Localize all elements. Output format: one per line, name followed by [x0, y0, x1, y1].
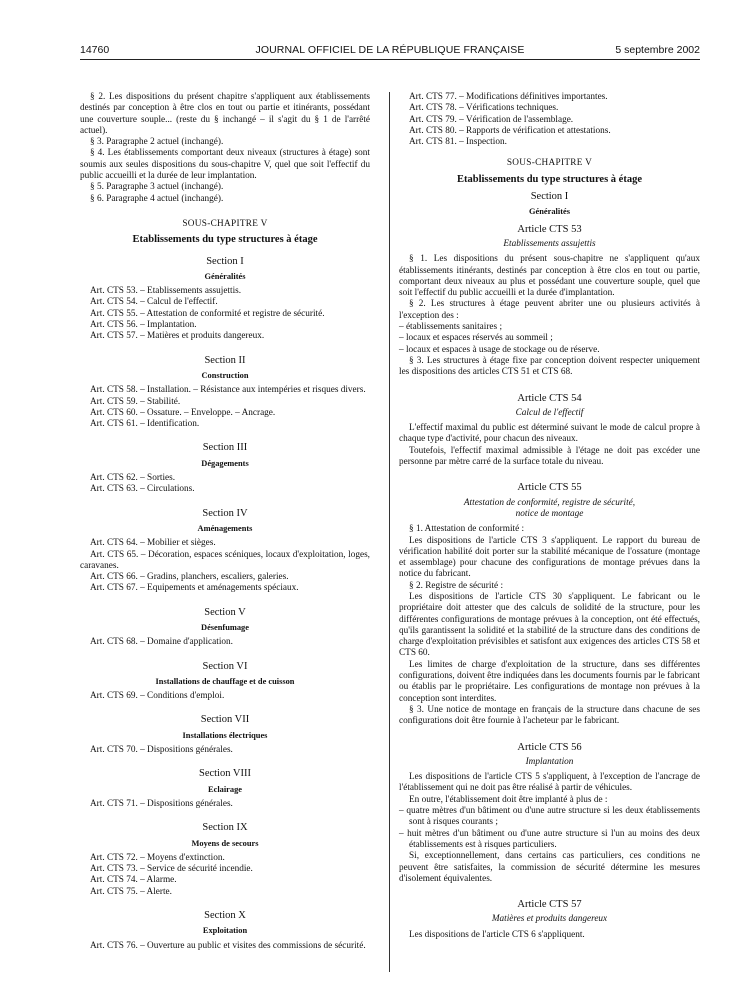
toc-item: Art. CTS 62. – Sorties. — [90, 473, 176, 484]
publication-date: 5 septembre 2002 — [615, 44, 700, 56]
list-item: – quatre mètres d'un bâtiment ou d'une autre structure si les deux établissements sont à risques courants ; — [399, 806, 700, 828]
paragraph: § 5. Paragraphe 3 actuel (inchangé). — [90, 182, 224, 193]
toc-item: Art. CTS 67. – Equipements et aménagements spéciaux. — [90, 583, 299, 594]
paragraph: § 3. Paragraphe 2 actuel (inchangé). — [90, 137, 224, 148]
subchapter-heading: SOUS-CHAPITRE V — [182, 218, 268, 229]
paragraph: § 2. Les dispositions du présent chapitre s'appliquent aux établissements destinés par conception à être clos en tout ou partie et itinérants, possédant une couverture souple... (reste du § inchangé – il s'agit du § 1 de l'arrêté actuel). — [80, 92, 370, 136]
paragraph: Les dispositions de l'article CTS 6 s'appliquent. — [409, 929, 585, 940]
section-name: Généralités — [204, 271, 246, 281]
paragraph: Les limites de charge d'exploitation de la structure, dans ses différentes configurations, doivent être indiquées dans les documents fournis par le fabricant ou établis par le propriétaire. Les configurations de montage non prévues à la conception sont interdites. — [399, 659, 700, 704]
toc-item: Art. CTS 69. – Conditions d'emploi. — [90, 691, 225, 702]
paragraph: Les dispositions de l'article CTS 5 s'appliquent, à l'exception de l'ancrage de l'établissement qui ne doit pas être réalisé à partir de véhicules. — [399, 772, 700, 794]
paragraph: § 1. Les dispositions du présent sous-chapitre ne s'appliquent qu'aux établissements itinérants, destinés par conception à être clos en tout ou partie, comportant deux niveaux au plus et possédant une couverture souple, quel que soit l'effectif du public accueilli et la durée d'implantation. — [399, 254, 700, 299]
toc-item: Art. CTS 75. – Alerte. — [90, 886, 172, 897]
section-name: Généralités — [529, 207, 570, 217]
list-item: – locaux et espaces réservés au sommeil ; — [399, 333, 553, 344]
section-name: Désenfumage — [201, 622, 249, 632]
page-header — [80, 44, 700, 58]
list-item: – établissements sanitaires ; — [399, 322, 503, 333]
article-subtitle: notice de montage — [515, 508, 584, 519]
right-column — [399, 92, 700, 941]
toc-item: Art. CTS 63. – Circulations. — [90, 484, 195, 495]
section-heading: Section II — [204, 354, 246, 366]
section-heading: Section IV — [202, 507, 248, 519]
section-heading: Section I — [530, 191, 569, 203]
paragraph: § 3. Les structures à étage fixe par conception doivent respecter uniquement les dispositions des articles CTS 51 et CTS 68. — [399, 355, 700, 378]
section-heading: Section VIII — [198, 768, 251, 780]
toc-item: Art. CTS 58. – Installation. – Résistance aux intempéries et risques divers. — [90, 385, 366, 396]
toc-item: Art. CTS 65. – Décoration, espaces scéniques, locaux d'exploitation, loges, caravanes. — [80, 549, 370, 571]
section-heading: Section VII — [200, 714, 250, 726]
header-rule — [80, 59, 700, 60]
paragraph: Les dispositions de l'article CTS 3 s'appliquent. Le rapport du bureau de vérification habilité doit porter sur la stabilité mécanique de l'ossature (montage et assemblage) pour chacune des configurations de montage prévues dans la notice du fabricant. — [399, 535, 700, 580]
toc-item: Art. CTS 59. – Stabilité. — [90, 396, 181, 407]
subchapter-title: Etablissements du type structures à étage — [132, 234, 318, 246]
toc-item: Art. CTS 79. – Vérification de l'assemblage. — [409, 114, 574, 125]
section-heading: Section III — [202, 442, 248, 454]
article-heading: Article CTS 56 — [517, 741, 582, 753]
column-divider — [389, 92, 390, 972]
toc-item: Art. CTS 54. – Calcul de l'effectif. — [90, 297, 218, 308]
article-heading: Article CTS 55 — [517, 482, 582, 494]
journal-title: JOURNAL OFFICIEL DE LA RÉPUBLIQUE FRANÇAISE — [255, 44, 525, 56]
section-heading: Section X — [204, 910, 246, 922]
section-heading: Section VI — [202, 660, 248, 672]
section-name: Installations électriques — [182, 730, 268, 740]
toc-item: Art. CTS 61. – Identification. — [90, 419, 200, 430]
list-item: – locaux et espaces à usage de stockage ou de réserve. — [399, 344, 600, 355]
paragraph: Les dispositions de l'article CTS 30 s'appliquent. Le fabricant ou le propriétaire doit attester que des calculs de solidité de la structure, pour les différentes configurations de montage prévues à la conception, ont été effectués, qu'ils garantissent la solidité et la stabilité de la structure dans des conditions de charge d'exploitation prévisibles et satisfont aux exigences des articles CTS 58 et CTS 60. — [399, 591, 700, 659]
article-heading: Article CTS 57 — [517, 899, 582, 911]
toc-item: Art. CTS 78. – Vérifications techniques. — [409, 103, 559, 114]
toc-item: Art. CTS 53. – Etablissements assujettis. — [90, 286, 242, 297]
section-heading: Section I — [206, 255, 244, 267]
section-name: Installations de chauffage et de cuisson — [155, 676, 295, 686]
toc-item: Art. CTS 74. – Alarme. — [90, 875, 177, 886]
toc-item: Art. CTS 64. – Mobilier et sièges. — [90, 538, 216, 549]
paragraph: § 2. Registre de sécurité : — [409, 580, 504, 591]
toc-item: Art. CTS 56. – Implantation. — [90, 320, 197, 331]
paragraph: L'effectif maximal du public est déterminé suivant le mode de calcul propre à chaque type d'activité, pour chacun des niveaux. — [399, 423, 700, 445]
paragraph: § 2. Les structures à étage peuvent abriter une ou plusieurs activités à l'exception des : — [399, 299, 700, 321]
toc-item: Art. CTS 73. – Service de sécurité incendie. — [90, 864, 253, 875]
article-subtitle: Matières et produits dangereux — [491, 914, 608, 925]
toc-item: Art. CTS 76. – Ouverture au public et visites des commissions de sécurité. — [90, 940, 366, 951]
paragraph: En outre, l'établissement doit être implanté à plus de : — [409, 794, 608, 805]
paragraph: § 1. Attestation de conformité : — [409, 524, 525, 535]
toc-item: Art. CTS 66. – Gradins, planchers, escaliers, galeries. — [90, 572, 289, 583]
toc-item: Art. CTS 70. – Dispositions générales. — [90, 745, 233, 756]
toc-item: Art. CTS 60. – Ossature. – Enveloppe. – Ancrage. — [90, 407, 276, 418]
article-subtitle: Attestation de conformité, registre de sécurité, — [463, 497, 636, 508]
toc-item: Art. CTS 57. – Matières et produits dangereux. — [90, 331, 265, 342]
paragraph: Si, exceptionnellement, dans certains cas particuliers, ces conditions ne peuvent être satisfaites, la commission de sécurité détermine les mesures d'isolement équivalentes. — [399, 851, 700, 884]
left-column — [80, 92, 370, 952]
article-heading: Article CTS 54 — [517, 392, 582, 404]
section-heading: Section IX — [202, 822, 248, 834]
toc-item: Art. CTS 55. – Attestation de conformité et registre de sécurité. — [90, 308, 325, 319]
article-subtitle: Etablissements assujettis — [503, 238, 596, 249]
toc-item: Art. CTS 72. – Moyens d'extinction. — [90, 852, 225, 863]
toc-item: Art. CTS 80. – Rapports de vérification et attestations. — [409, 125, 611, 136]
article-subtitle: Implantation — [525, 756, 574, 767]
section-name: Dégagements — [201, 458, 249, 468]
paragraph: § 4. Les établissements comportant deux niveaux (structures à étage) sont soumis aux seules dispositions du sous-chapitre V, quel que soit l'effectif du public accueilli et la durée de leur implantation. — [80, 148, 370, 182]
toc-item: Art. CTS 77. – Modifications définitives importantes. — [409, 92, 608, 102]
section-name: Construction — [201, 370, 249, 380]
paragraph: § 3. Une notice de montage en français de la structure dans chacune de ses configurations doit être fournie à l'acheteur par le fabricant. — [399, 704, 700, 727]
section-name: Exploitation — [202, 926, 248, 936]
section-name: Moyens de secours — [191, 838, 259, 848]
toc-item: Art. CTS 71. – Dispositions générales. — [90, 798, 233, 809]
section-heading: Section V — [204, 606, 246, 618]
toc-item: Art. CTS 81. – Inspection. — [409, 137, 507, 148]
page-number: 14760 — [80, 44, 110, 56]
paragraph: § 6. Paragraphe 4 actuel (inchangé). — [90, 193, 224, 204]
section-name: Aménagements — [197, 523, 253, 533]
paragraph: Toutefois, l'effectif maximal admissible à l'étage ne doit pas excéder une personne par mètre carré de la surface totale du niveau. — [399, 445, 700, 468]
article-heading: Article CTS 53 — [517, 223, 582, 235]
list-item: – huit mètres d'un bâtiment ou d'une autre structure si l'un au moins des deux établissements est à risques particuliers. — [399, 828, 700, 850]
section-name: Eclairage — [208, 784, 242, 794]
toc-item: Art. CTS 68. – Domaine d'application. — [90, 637, 233, 648]
article-subtitle: Calcul de l'effectif — [515, 407, 584, 418]
subchapter-title: Etablissements du type structures à étage — [456, 173, 642, 185]
subchapter-heading: SOUS-CHAPITRE V — [506, 158, 593, 169]
